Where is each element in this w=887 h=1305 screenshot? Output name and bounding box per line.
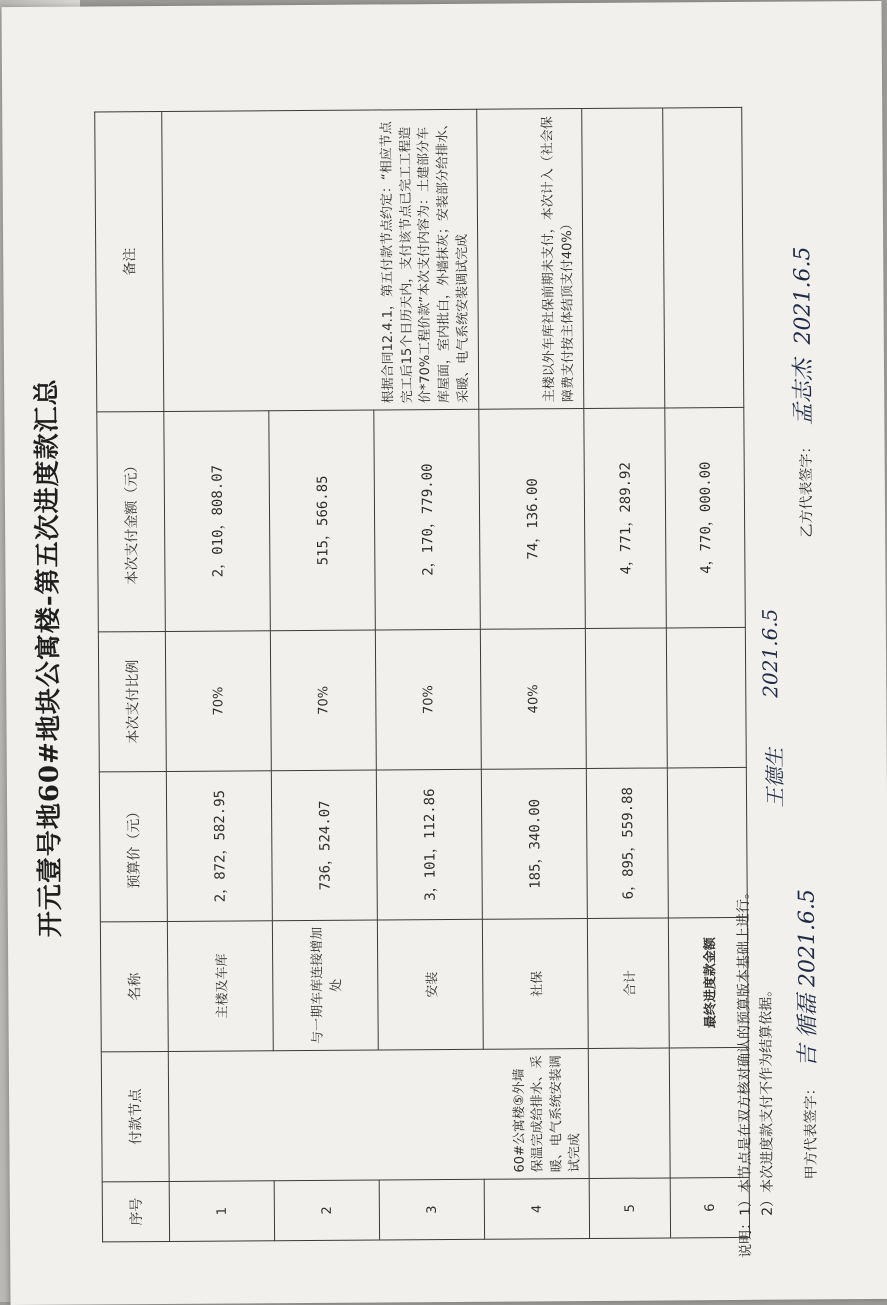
cell-name: 与一期车库连接增加处 xyxy=(272,920,378,1051)
cell-name: 最终进度款金额 xyxy=(668,917,748,1048)
cell-ratio: 70% xyxy=(165,631,271,772)
header-budget: 预算价（元） xyxy=(99,771,167,921)
cell-remark xyxy=(663,107,744,408)
paper-sheet xyxy=(1,1,887,1305)
cell-ratio xyxy=(585,628,667,769)
cell-ratio: 40% xyxy=(480,629,586,770)
notes-line-2: 2）本次进度款支付不作为结算依据。 xyxy=(757,982,776,1216)
notes-label: 说明： xyxy=(737,1215,755,1258)
cell-budget: 3，101，112.86 xyxy=(376,769,482,920)
cell-amount: 2，170，779.00 xyxy=(374,409,481,630)
party-a-handwritten-signature: 吉 循磊 2021.6.5 xyxy=(794,888,821,1068)
cell-ratio: 70% xyxy=(270,630,376,771)
cell-amount: 4，770，000.00 xyxy=(665,407,746,628)
cell-amount: 2，010，808.07 xyxy=(164,411,271,632)
cell-no: 2 xyxy=(274,1180,379,1241)
cell-name: 主楼及车库 xyxy=(167,921,273,1052)
table-row xyxy=(582,108,671,1239)
cell-no: 3 xyxy=(379,1179,484,1240)
notes-block xyxy=(734,885,780,1258)
cell-node-empty xyxy=(588,1048,670,1179)
header-remark: 备注 xyxy=(95,111,164,411)
cell-remark xyxy=(582,108,665,409)
cell-remark: 根据合同12.4.1，第五付款节点约定：“相应节点完工后15个日历天内，支付该节点已完工工程造价*70%工程价款”本次支付内容为：土建部分车库屋面，室内批白，外墙抹灰；安装部分给排水、采暖、电气系统安装调试完成 xyxy=(162,109,479,411)
cell-name: 合计 xyxy=(587,918,669,1049)
cell-name: 安装 xyxy=(377,919,483,1050)
table-row xyxy=(162,111,275,1242)
document-title: 开元壹号地60#地块公寓楼-第五次进度款汇总 xyxy=(32,378,66,938)
cell-no: 6 xyxy=(670,1177,749,1238)
cell-remark: 主楼以外车库社保前期未支付，本次计入（社会保障费支付按主体结顶支付40%） xyxy=(477,109,584,410)
party-a-label: 甲方代表签字： xyxy=(803,1081,820,1180)
party-a-second-signature: 王德生 xyxy=(762,747,788,808)
party-b-signature xyxy=(785,247,818,538)
header-no: 序号 xyxy=(102,1181,169,1241)
party-a-signature xyxy=(790,889,823,1180)
header-ratio: 本次支付比例 xyxy=(98,631,166,771)
party-a-second-date: 2021.6.5 xyxy=(757,608,783,698)
header-amount: 本次支付金额（元） xyxy=(97,411,166,631)
cell-budget: 185，340.00 xyxy=(481,769,587,920)
header-node: 付款节点 xyxy=(101,1051,169,1181)
cell-budget: 2，872，582.95 xyxy=(166,771,272,922)
party-b-label: 乙方代表签字： xyxy=(798,439,816,538)
cell-no: 5 xyxy=(589,1178,670,1239)
cell-payment-node: 60#公寓楼⑤外墙保温完成给排水、采暖、电气系统安装调试完成 xyxy=(168,1049,589,1182)
payment-table xyxy=(94,107,750,1242)
party-b-handwritten-date: 2021.6.5 xyxy=(790,246,816,345)
cell-ratio: 70% xyxy=(375,629,481,770)
cell-ratio xyxy=(666,627,746,768)
cell-name: 社保 xyxy=(482,919,588,1050)
cell-amount: 4，771，289.92 xyxy=(584,408,667,629)
cell-budget: 6，895，559.88 xyxy=(586,768,668,919)
cell-amount: 74，136.00 xyxy=(479,409,586,630)
table-header-row xyxy=(95,111,170,1241)
cell-no: 4 xyxy=(484,1179,589,1240)
notes-line-1: 1）本节点是在双方核对确认的预算版本基础上进行。 xyxy=(735,884,754,1216)
header-name: 名称 xyxy=(100,921,168,1051)
rotated-document xyxy=(6,7,885,1303)
cell-budget: 736，524.07 xyxy=(271,770,377,921)
party-b-handwritten-signature: 孟志杰 xyxy=(790,358,817,426)
cell-no: 1 xyxy=(169,1181,274,1242)
cell-amount: 515，566.85 xyxy=(269,410,376,631)
